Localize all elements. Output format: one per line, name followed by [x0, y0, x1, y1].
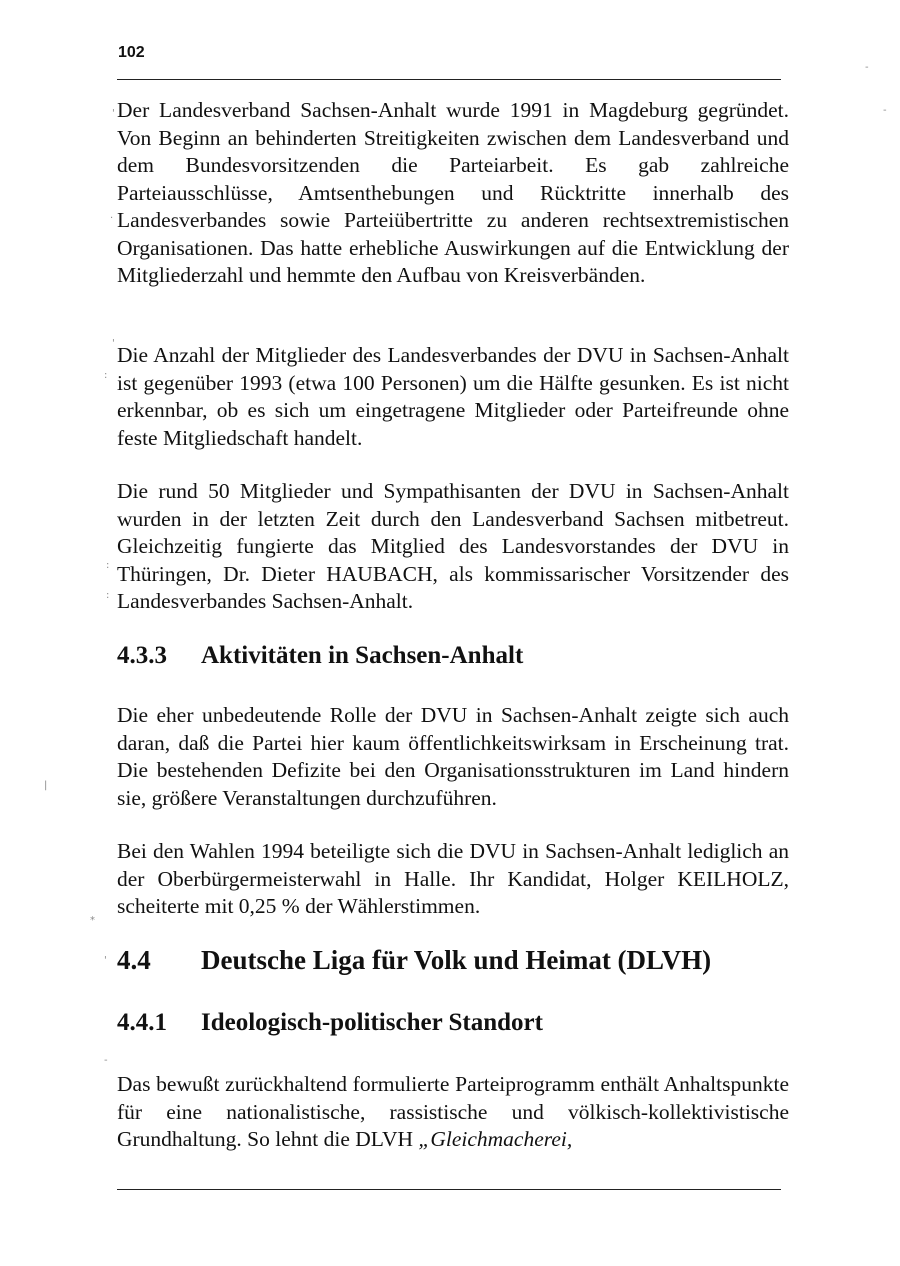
- paragraph-landesverband-founding: Der Landesverband Sachsen-Anhalt wurde 1991 in Magdeburg gegründet. Von Beginn an behinderten Streitigkeiten zwischen dem Landesverband und dem Bundesvorsitzenden die Parteiarbeit. Es gab zahlreiche Parteiausschlüsse, Amtsenthebungen und Rücktritte innerhalb des Landesverbandes sowie Parteiübertritte zu anderen rechtsextremistischen Organisationen. Das hatte erhebliche Auswirkungen auf die Entwicklung der Mitgliederzahl und hemmte den Aufbau von Kreisverbänden.: [117, 98, 789, 287]
- scan-speck: ⁎: [90, 912, 95, 923]
- paragraph-party-program: [117, 1071, 789, 1154]
- paragraph-elections-1994: Bei den Wahlen 1994 beteiligte sich die DVU in Sachsen-Anhalt lediglich an der Oberbürgermeisterwahl in Halle. Ihr Kandidat, Holger KEILHOLZ, scheiterte mit 0,25 % der Wählerstimmen.: [117, 839, 789, 918]
- footer-rule: [117, 1189, 781, 1190]
- heading-4-4-1-number: 4.4.1: [117, 1009, 167, 1036]
- header-rule: [117, 79, 781, 80]
- scan-speck: :: [106, 560, 110, 571]
- scan-speck: |: [44, 780, 48, 791]
- heading-4-3-3-title: Aktivitäten in Sachsen-Anhalt: [201, 642, 524, 669]
- paragraph-sympathisanten: Die rund 50 Mitglieder und Sympathisanten der DVU in Sachsen-Anhalt wurden in der letzten Zeit durch den Landesverband Sachsen mitbetreut. Gleichzeitig fungierte das Mitglied des Landesvorstandes der DVU in Thüringen, Dr. Dieter HAUBACH, als kommissarischer Vorsitzender des Landesverbandes Sachsen-Anhalt.: [117, 479, 789, 613]
- heading-4-3-3: [117, 642, 523, 670]
- scan-speck: -: [883, 105, 887, 116]
- scan-speck: .: [110, 210, 114, 221]
- scan-speck: -: [104, 1055, 108, 1066]
- scan-speck: :: [104, 370, 108, 381]
- scan-speck: ': [104, 955, 107, 966]
- paragraph-role-of-dvu: Die eher unbedeutende Rolle der DVU in Sachsen-Anhalt zeigte sich auch daran, daß die Partei hier kaum öffentlichkeitswirksam in Erscheinung trat. Die bestehenden Defizite bei den Organisationsstrukturen im Land hindern sie, größere Veranstaltungen durchzuführen.: [117, 703, 789, 810]
- paragraph-member-count: Die Anzahl der Mitglieder des Landesverbandes der DVU in Sachsen-Anhalt ist gegenüber 1993 (etwa 100 Personen) um die Hälfte gesunken. Es ist nicht erkennbar, ob es sich um eingetragene Mitglieder oder Parteifreunde ohne feste Mitgliedschaft handelt.: [117, 343, 789, 450]
- page-number: 102: [118, 44, 145, 61]
- heading-4-4-1: [117, 1009, 543, 1037]
- scan-speck: ': [112, 338, 115, 349]
- heading-4-4-1-title: Ideologisch-politischer Standort: [201, 1009, 543, 1036]
- heading-4-4-number: 4.4: [117, 945, 151, 975]
- scan-speck: ': [112, 108, 115, 119]
- scan-speck: :: [106, 590, 110, 601]
- paragraph-party-program-text: Das bewußt zurückhaltend formulierte Parteiprogramm enthält Anhaltspunkte für eine nationalistische, rassistische und völkisch-kollektivistische Grundhaltung. So lehnt die DLVH: [117, 1072, 789, 1151]
- quote-gleichmacherei: „Gleichmacherei,: [418, 1127, 573, 1151]
- heading-4-4: [117, 945, 711, 976]
- scan-speck: -: [865, 62, 869, 73]
- heading-4-4-title: Deutsche Liga für Volk und Heimat (DLVH): [201, 945, 712, 975]
- heading-4-3-3-number: 4.3.3: [117, 642, 167, 669]
